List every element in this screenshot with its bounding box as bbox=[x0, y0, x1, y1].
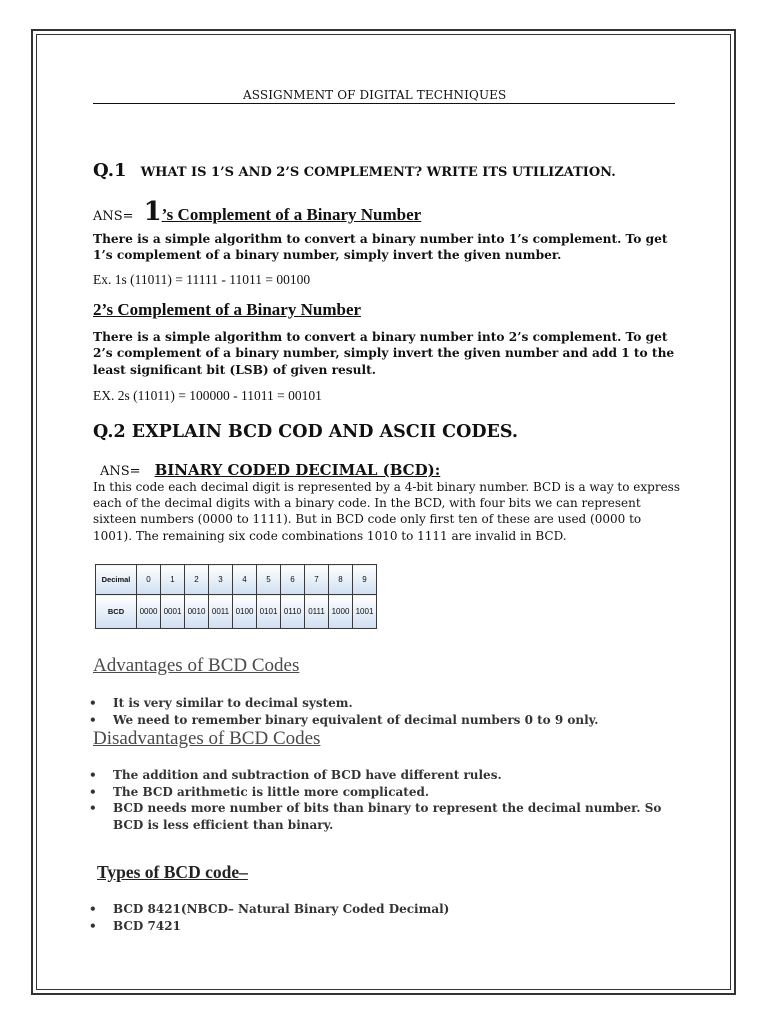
advantages-heading: Advantages of BCD Codes bbox=[93, 655, 300, 676]
list-item-text: BCD needs more number of bits than binary to represent the decimal number. So BCD is less efficient than binary. bbox=[113, 801, 662, 832]
answer-2-heading-row bbox=[100, 461, 440, 479]
bullet-icon: • bbox=[89, 696, 97, 710]
list-item bbox=[89, 784, 679, 801]
bcd-table-decimal-cell: 2 bbox=[185, 565, 209, 595]
list-item bbox=[89, 800, 679, 833]
document-title: ASSIGNMENT OF DIGITAL TECHNIQUES bbox=[243, 88, 507, 102]
bullet-icon: • bbox=[89, 784, 97, 799]
ones-complement-example: Ex. 1s (11011) = 11111 - 11011 = 00100 bbox=[93, 272, 311, 287]
question-1 bbox=[93, 160, 616, 181]
list-item bbox=[89, 918, 679, 935]
bcd-table-bcd-cell: 1000 bbox=[329, 595, 353, 629]
bcd-table-decimal-cell: 4 bbox=[233, 565, 257, 595]
bcd-table-decimal-cell: 0 bbox=[137, 565, 161, 595]
ones-complement-digit: 1 bbox=[143, 197, 162, 227]
bcd-table-bcd-cell: 0100 bbox=[233, 595, 257, 629]
bcd-table-decimal-label: Decimal bbox=[96, 565, 137, 595]
bcd-table-bcd-cell: 0011 bbox=[209, 595, 233, 629]
bcd-table-bcd-cell: 1001 bbox=[353, 595, 377, 629]
list-item-text: BCD 8421(NBCD– Natural Binary Coded Decimal) bbox=[113, 902, 450, 916]
bcd-table-decimal-row bbox=[96, 565, 377, 595]
bcd-table-decimal-cell: 1 bbox=[161, 565, 185, 595]
list-item bbox=[89, 695, 679, 712]
bullet-icon: • bbox=[89, 801, 97, 815]
list-item-text: It is very similar to decimal system. bbox=[113, 696, 353, 710]
advantages-list bbox=[89, 695, 679, 728]
ones-complement-heading: ’s Complement of a Binary Number bbox=[161, 205, 422, 224]
twos-complement-paragraph: There is a simple algorithm to convert a binary number into 2’s complement. To get 2’s complement of a binary number, simply invert the given number and add 1 to the least significant bit (LSB) of given result. bbox=[93, 330, 675, 377]
disadvantages-list bbox=[89, 767, 679, 833]
bcd-table-bcd-row bbox=[96, 595, 377, 629]
bcd-table-decimal-cell: 6 bbox=[281, 565, 305, 595]
twos-complement-heading: 2’s Complement of a Binary Number bbox=[93, 300, 362, 319]
bcd-table-bcd-cell: 0000 bbox=[137, 595, 161, 629]
bcd-table-bcd-cell: 0111 bbox=[305, 595, 329, 629]
bcd-table-decimal-cell: 3 bbox=[209, 565, 233, 595]
answer-1-heading-row bbox=[93, 197, 421, 227]
list-item-text: BCD 7421 bbox=[113, 918, 181, 933]
list-item bbox=[89, 767, 679, 784]
bullet-icon: • bbox=[89, 768, 97, 782]
bcd-table-bcd-label: BCD bbox=[96, 595, 137, 629]
bcd-table-decimal-cell: 8 bbox=[329, 565, 353, 595]
bcd-subheading: BINARY CODED DECIMAL (BCD): bbox=[154, 461, 441, 479]
ones-complement-paragraph: There is a simple algorithm to convert a binary number into 1’s complement. To get 1’s complement of a binary number, simply invert the given number. bbox=[93, 232, 668, 263]
bullet-icon: • bbox=[89, 918, 97, 933]
types-list bbox=[89, 901, 679, 934]
list-item-text: We need to remember binary equivalent of decimal numbers 0 to 9 only. bbox=[113, 712, 599, 727]
list-item bbox=[89, 712, 679, 729]
bullet-icon: • bbox=[89, 712, 97, 727]
answer-2-label: ANS= bbox=[100, 464, 141, 479]
bcd-table-decimal-cell: 5 bbox=[257, 565, 281, 595]
question-1-number: Q.1 bbox=[93, 160, 127, 181]
bcd-table bbox=[95, 564, 377, 629]
twos-complement-example: EX. 2s (11011) = 100000 - 11011 = 00101 bbox=[93, 388, 322, 403]
list-item-text: The addition and subtraction of BCD have different rules. bbox=[113, 768, 502, 782]
question-1-text: WHAT IS 1’S AND 2’S COMPLEMENT? WRITE ITS UTILIZATION. bbox=[140, 165, 616, 180]
question-2-heading: Q.2 EXPLAIN BCD COD AND ASCII CODES. bbox=[93, 422, 518, 442]
bcd-table-decimal-cell: 7 bbox=[305, 565, 329, 595]
types-heading: Types of BCD code– bbox=[97, 862, 248, 882]
bcd-table-bcd-cell: 0110 bbox=[281, 595, 305, 629]
list-item-text: The BCD arithmetic is little more complicated. bbox=[113, 784, 430, 799]
disadvantages-heading: Disadvantages of BCD Codes bbox=[93, 728, 321, 749]
bullet-icon: • bbox=[89, 902, 97, 916]
bcd-table-bcd-cell: 0101 bbox=[257, 595, 281, 629]
list-item bbox=[89, 901, 679, 918]
bcd-table-bcd-cell: 0010 bbox=[185, 595, 209, 629]
bcd-table-bcd-cell: 0001 bbox=[161, 595, 185, 629]
bcd-paragraph: In this code each decimal digit is represented by a 4-bit binary number. BCD is a way to express each of the decimal digits with a binary code. In the BCD, with four bits we can represent sixteen numbers (0000 to 1111). But in BCD code only first ten of these are used (0000 to 1001). The remaining six code combinations 1010 to 1111 are invalid in BCD. bbox=[93, 480, 680, 543]
answer-1-label: ANS= bbox=[93, 209, 134, 224]
bcd-table-decimal-cell: 9 bbox=[353, 565, 377, 595]
